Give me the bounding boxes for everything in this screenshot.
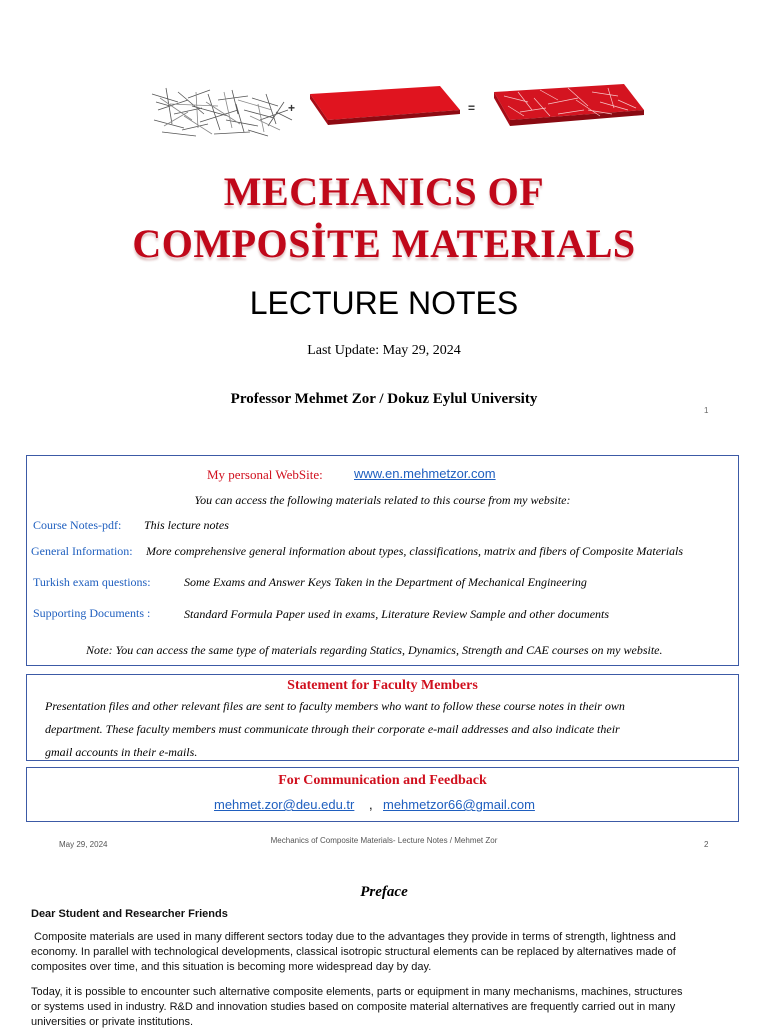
preface-paragraph-2	[31, 985, 739, 1030]
equals-sign: =	[468, 101, 476, 115]
last-update: Last Update: May 29, 2024	[307, 343, 461, 358]
page-number: 1	[704, 406, 709, 415]
website-info-box	[26, 455, 739, 666]
website-note: Note: You can access the same type of materials regarding Statics, Dynamics, Strength and CAE courses on my website.	[86, 643, 663, 657]
preface-p1-line3: composites over time, and this situation is becoming more widespread day by day.	[31, 961, 432, 973]
document-subtitle: LECTURE NOTES	[249, 285, 519, 321]
footer-title: Mechanics of Composite Materials- Lecture Notes / Mehmet Zor	[270, 836, 498, 845]
exam-questions-text: Some Exams and Answer Keys Taken in the Department of Mechanical Engineering	[184, 575, 587, 589]
website-link[interactable]: www.en.mehmetzor.com	[354, 466, 496, 481]
exam-questions-label[interactable]: Turkish exam questions:	[33, 575, 151, 589]
composite-formula-illustration	[148, 80, 648, 150]
author-line: Professor Mehmet Zor / Dokuz Eylul University	[230, 391, 538, 407]
course-notes-label[interactable]: Course Notes-pdf:	[33, 518, 122, 532]
preface-p1-line1: Composite materials are used in many different sectors today due to the advantages they provide in terms of strength, lightness and	[31, 931, 676, 943]
faculty-heading: Statement for Faculty Members	[287, 678, 478, 693]
contact-box	[26, 767, 739, 822]
preface-paragraph-1	[31, 930, 739, 975]
preface-p2-line1: Today, it is possible to encounter such alternative composite elements, parts or equipment in many mechanisms, machines, structures	[31, 986, 683, 998]
general-info-text: More comprehensive general information about types, classifications, matrix and fibers of Composite Materials	[146, 544, 684, 558]
faculty-statement-box	[26, 674, 739, 761]
preface-greeting: Dear Student and Researcher Friends	[31, 908, 228, 920]
contact-heading: For Communication and Feedback	[278, 773, 487, 788]
footer-page-number: 2	[704, 840, 709, 849]
faculty-text-line2: department. These faculty members must communicate through their corporate e-mail addresses and also indicate their	[45, 722, 620, 736]
email-link-gmail[interactable]: mehmetzor66@gmail.com	[383, 797, 535, 812]
course-notes-text: This lecture notes	[144, 518, 229, 532]
supporting-docs-label[interactable]: Supporting Documents :	[33, 606, 151, 620]
website-intro: You can access the following materials related to this course from my website:	[194, 493, 571, 507]
footer-date: May 29, 2024	[59, 840, 108, 849]
document-title-line2: COMPOSİTE MATERIALS	[132, 221, 636, 266]
supporting-docs-text: Standard Formula Paper used in exams, Literature Review Sample and other documents	[184, 607, 610, 621]
matrix-plate-icon	[310, 86, 460, 125]
general-info-label[interactable]: General Information:	[31, 544, 133, 558]
email-separator: ,	[369, 797, 373, 812]
website-label: My personal WebSite:	[207, 467, 323, 482]
composite-plate-icon	[494, 84, 644, 126]
preface-p1-line2: economy. In parallel with technological developments, classical isotropic structural elements can be replaced by alternatives made of	[31, 946, 676, 958]
fibers-icon	[152, 88, 292, 136]
document-title-line1: MECHANICS OF	[223, 169, 545, 214]
preface-p2-line2: or systems used in industry. R&D and innovation studies based on composite material alternatives are frequently carried out in many	[31, 1001, 676, 1013]
faculty-text-line3: gmail accounts in their e-mails.	[45, 745, 198, 759]
plus-sign: +	[288, 101, 296, 115]
faculty-text-line1: Presentation files and other relevant files are sent to faculty members who want to follow these course notes in their own	[45, 699, 625, 713]
email-link-deu[interactable]: mehmet.zor@deu.edu.tr	[214, 797, 355, 812]
preface-p2-line3: universities or private institutions.	[31, 1016, 194, 1028]
preface-title: Preface	[360, 884, 408, 900]
